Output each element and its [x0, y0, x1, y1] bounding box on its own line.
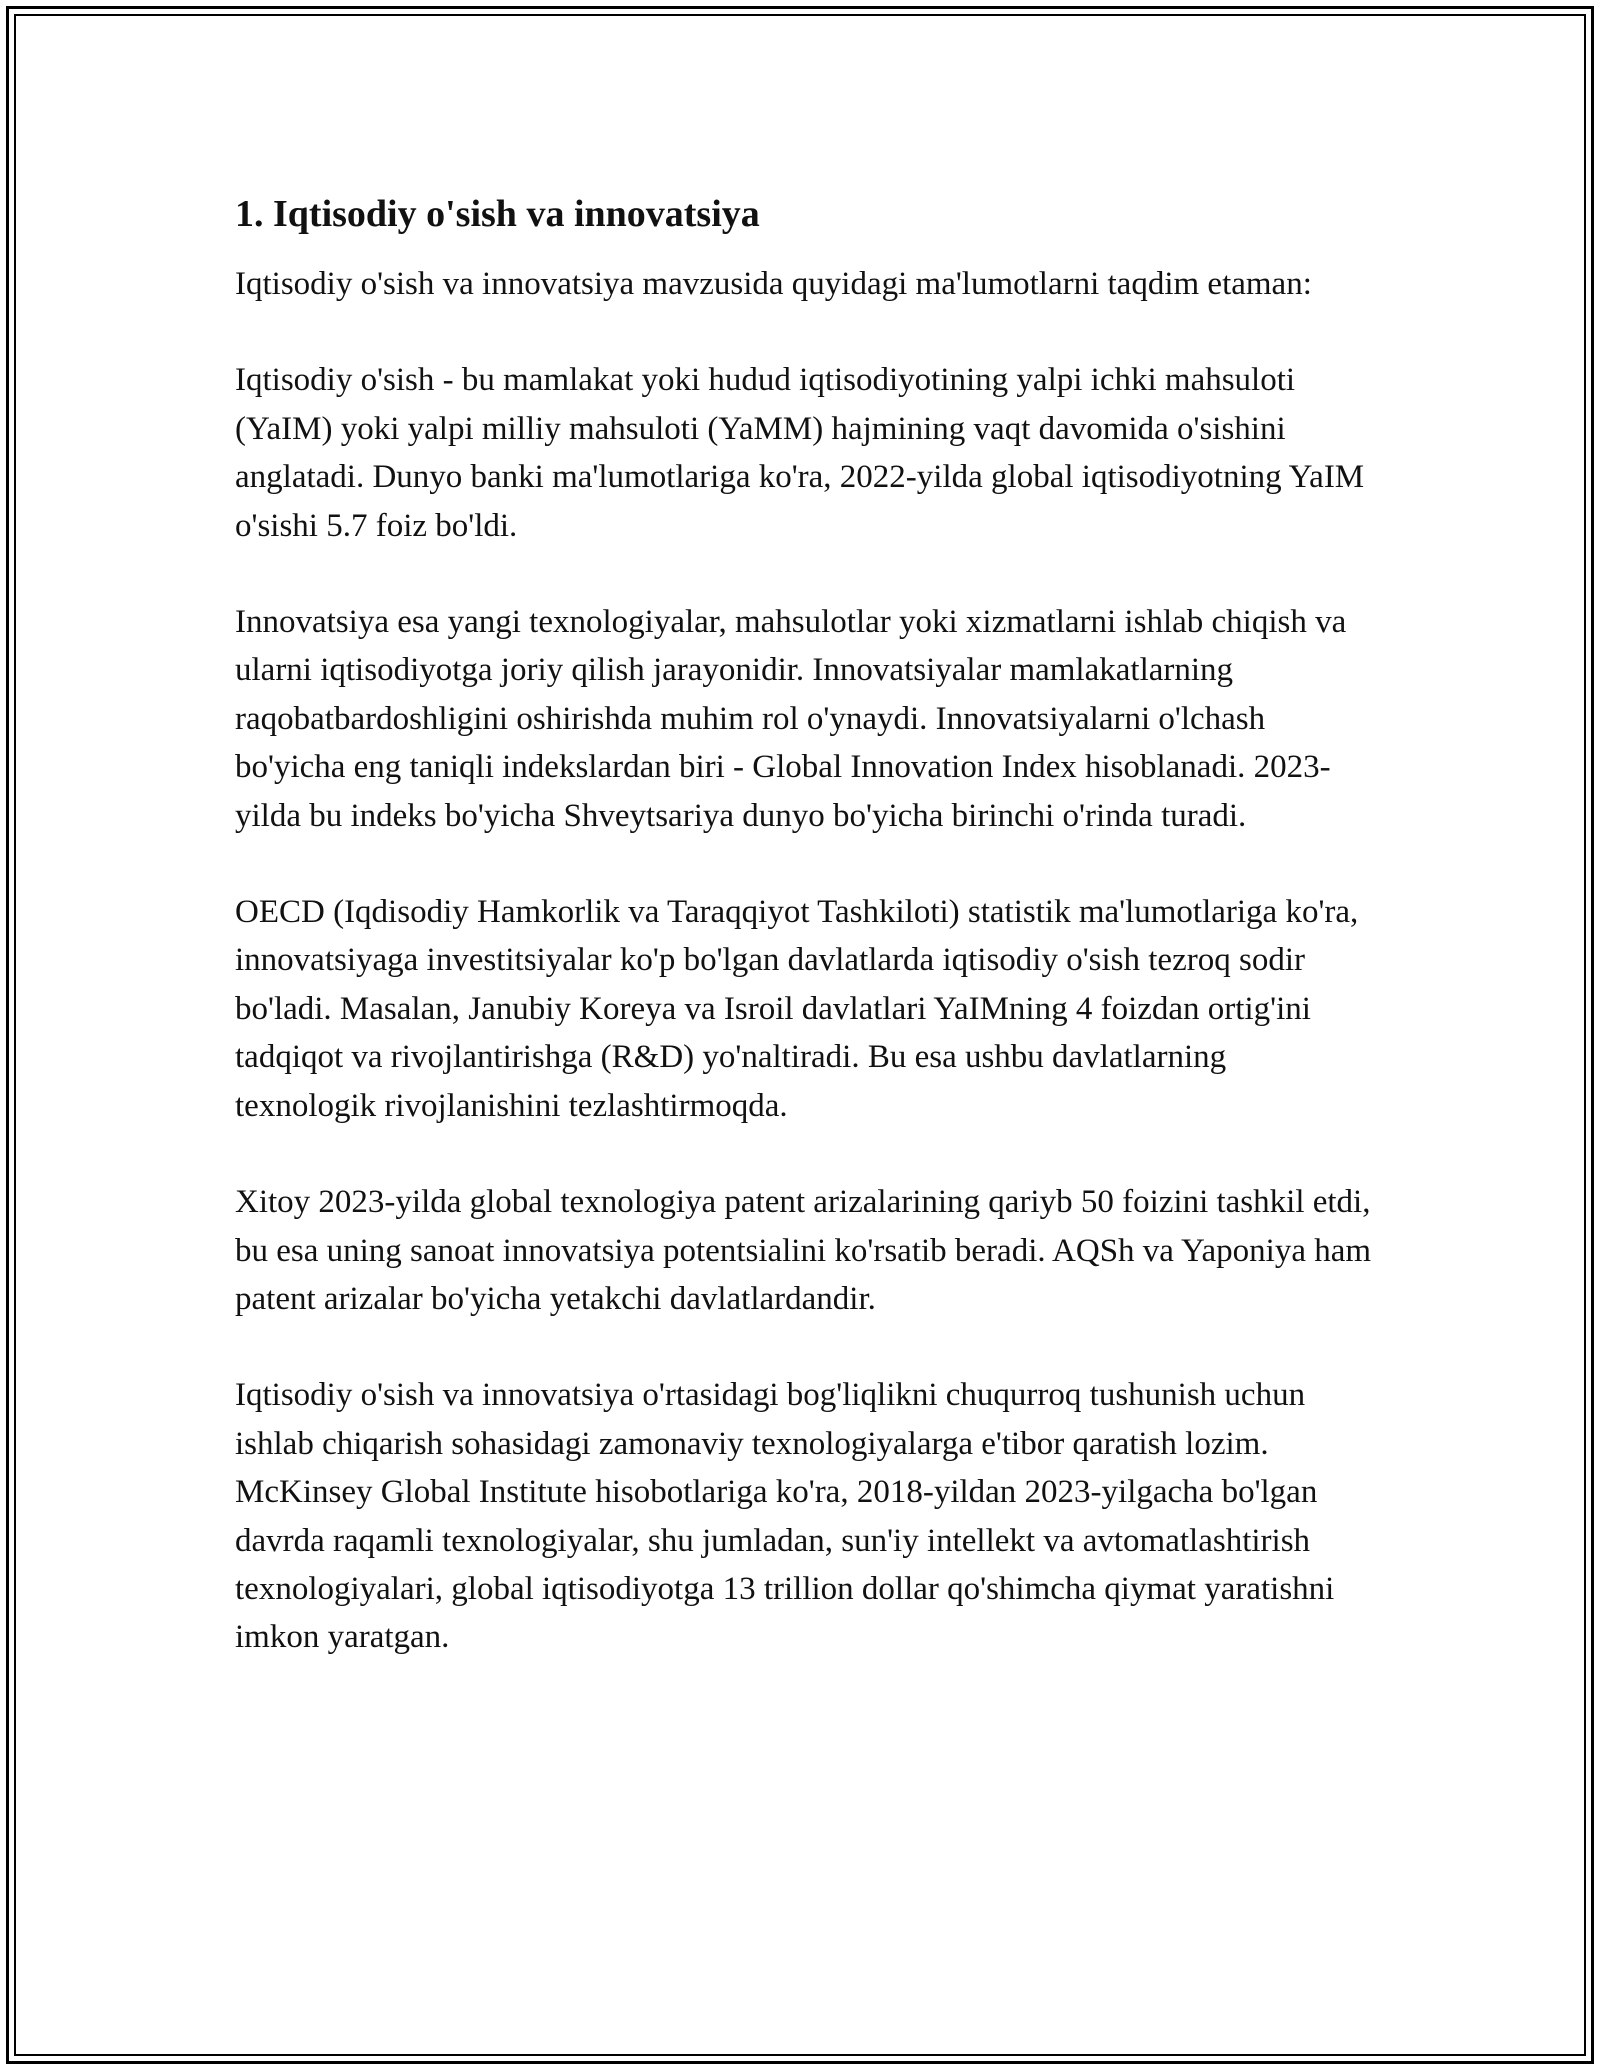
paragraph-economic-growth: Iqtisodiy o'sish - bu mamlakat yoki hudud iqtisodiyotining yalpi ichki mahsuloti (YaIM) yoki yalpi milliy mahsuloti (YaMM) hajmining vaqt davomida o'sishini anglatadi. Dunyo banki ma'lumotlariga ko'ra, 2022-yilda global iqtisodiyotning YaIM o'sishi 5.7 foiz bo'ldi.	[235, 362, 1365, 544]
paragraph-oecd: OECD (Iqdisodiy Hamkorlik va Taraqqiyot Tashkiloti) statistik ma'lumotlariga ko'ra, innovatsiyaga investitsiyalar ko'p bo'lgan davlatlarda iqtisodiy o'sish tezroq sodir bo'ladi. Masalan, Janubiy Koreya va Isroil davlatlari YaIMning 4 foizdan ortig'ini tadqiqot va rivojlantirishga (R&D) yo'naltiradi. Bu esa ushbu davlatlarning texnologik rivojlanishini tezlashtirmoqda.	[235, 894, 1359, 1124]
paragraph-china-patents: Xitoy 2023-yilda global texnologiya patent arizalarining qariyb 50 foizini tashkil etdi, bu esa uning sanoat innovatsiya potentsialini ko'rsatib beradi. AQSh va Yaponiya ham patent arizalar bo'yicha yetakchi davlatlardandir.	[235, 1184, 1372, 1317]
paragraph-intro: Iqtisodiy o'sish va innovatsiya mavzusida quyidagi ma'lumotlarni taqdim etaman:	[235, 266, 1312, 302]
document-title: 1. Iqtisodiy o'sish va innovatsiya	[235, 193, 760, 235]
paragraph-innovation: Innovatsiya esa yangi texnologiyalar, mahsulotlar yoki xizmatlarni ishlab chiqish va ularni iqtisodiyotga joriy qilish jarayonidir. Innovatsiyalar mamlakatlarning raqobatbardoshligini oshirishda muhim rol o'ynaydi. Innovatsiyalarni o'lchash bo'yicha eng taniqli indekslardan biri - Global Innovation Index hisoblanadi. 2023-yilda bu indeks bo'yicha Shveytsariya dunyo bo'yicha birinchi o'rinda turadi.	[235, 604, 1347, 834]
document-body	[235, 188, 1375, 1710]
paragraph-mckinsey: Iqtisodiy o'sish va innovatsiya o'rtasidagi bog'liqlikni chuqurroq tushunish uchun ishlab chiqarish sohasidagi zamonaviy texnologiyalarga e'tibor qaratish lozim. McKinsey Global Institute hisobotlariga ko'ra, 2018-yildan 2023-yilgacha bo'lgan davrda raqamli texnologiyalar, shu jumladan, sun'iy intellekt va avtomatlashtirish texnologiyalari, global iqtisodiyotga 13 trillion dollar qo'shimcha qiymat yaratishni imkon yaratgan.	[235, 1377, 1335, 1656]
